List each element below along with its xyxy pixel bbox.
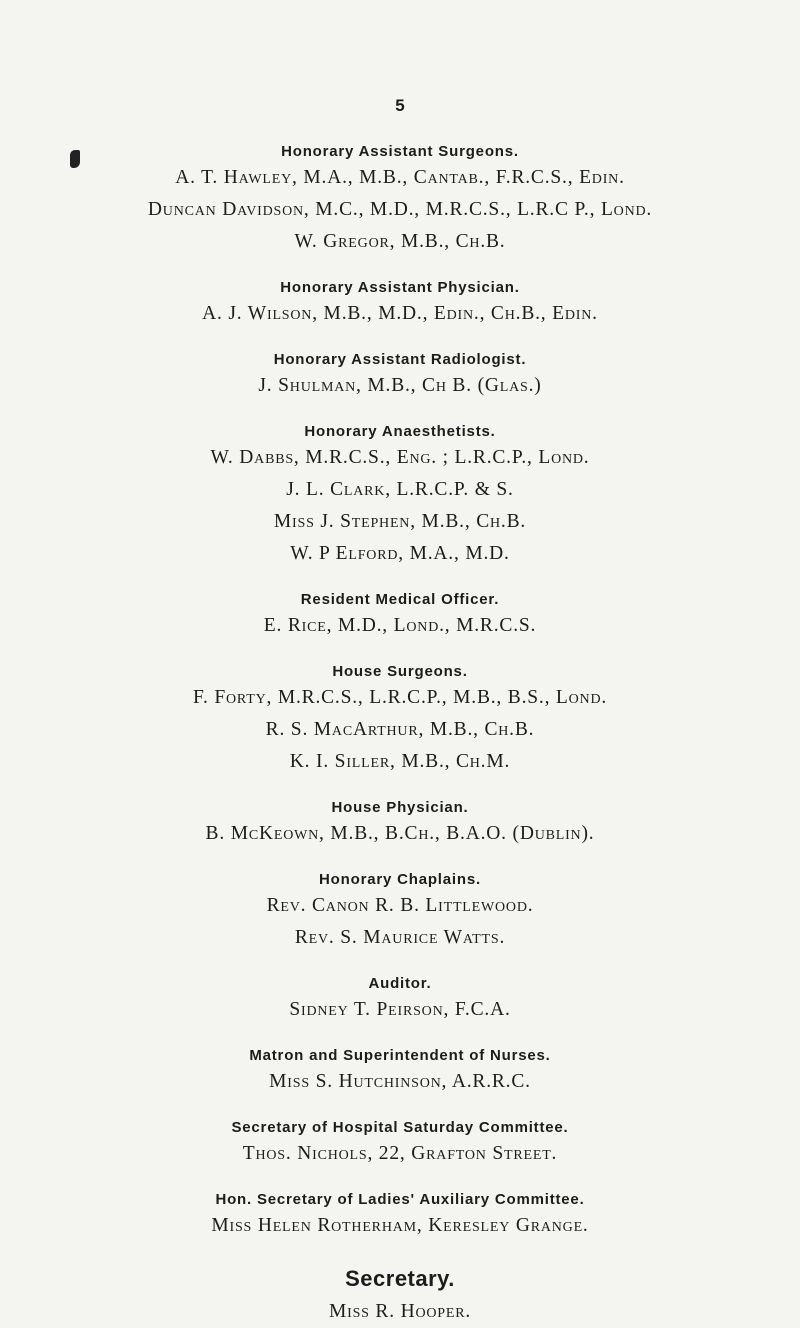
- section-honorary-assistant-surgeons: [0, 142, 800, 258]
- staff-entry: B. McKeown, M.B., B.Ch., B.A.O. (Dublin).: [205, 823, 595, 844]
- section-house-physician: [0, 798, 800, 850]
- staff-entry: A. J. Wilson, M.B., M.D., Edin., Ch.B., Edin.: [202, 303, 598, 324]
- section-honorary-assistant-physician: [0, 278, 800, 330]
- section-secretary: [0, 1262, 800, 1328]
- staff-entry: K. I. Siller, M.B., Ch.M.: [289, 751, 511, 772]
- staff-entry: F. Forty, M.R.C.S., L.R.C.P., M.B., B.S., Lond.: [192, 687, 608, 708]
- staff-entry: Thos. Nichols, 22, Grafton Street.: [242, 1143, 558, 1164]
- section-honorary-assistant-radiologist: [0, 350, 800, 402]
- section-heading: Matron and Superintendent of Nurses.: [249, 1047, 551, 1064]
- section-heading: Resident Medical Officer.: [300, 591, 500, 608]
- staff-entry: Miss Helen Rotherham, Keresley Grange.: [211, 1215, 589, 1236]
- section-house-surgeons: [0, 662, 800, 778]
- section-ladies-auxiliary-secretary: [0, 1190, 800, 1242]
- section-matron: [0, 1046, 800, 1098]
- staff-entry: W. Dabbs, M.R.C.S., Eng. ; L.R.C.P., Lond.: [210, 447, 590, 468]
- section-resident-medical-officer: [0, 590, 800, 642]
- section-saturday-committee-secretary: [0, 1118, 800, 1170]
- section-heading: Honorary Anaesthetists.: [304, 423, 496, 440]
- secretary-heading: Secretary.: [345, 1266, 455, 1291]
- staff-entry: Rev. S. Maurice Watts.: [294, 927, 506, 948]
- section-auditor: [0, 974, 800, 1026]
- page-number: 5: [395, 96, 405, 115]
- staff-entry: E. Rice, M.D., Lond., M.R.C.S.: [263, 615, 537, 636]
- section-heading: Honorary Chaplains.: [319, 871, 481, 888]
- section-heading: Honorary Assistant Surgeons.: [281, 143, 519, 160]
- section-heading: Auditor.: [368, 975, 432, 992]
- staff-entry: A. T. Hawley, M.A., M.B., Cantab., F.R.C.S., Edin.: [175, 167, 625, 188]
- staff-entry: Rev. Canon R. B. Littlewood.: [266, 895, 534, 916]
- secretary-name: Miss R. Hooper.: [328, 1301, 472, 1322]
- staff-entry: Miss S. Hutchinson, A.R.R.C.: [269, 1071, 531, 1092]
- staff-entry: Duncan Davidson, M.C., M.D., M.R.C.S., L.R.C P., Lond.: [147, 199, 653, 220]
- staff-entry: W. P Elford, M.A., M.D.: [290, 543, 510, 564]
- section-heading: House Physician.: [331, 799, 469, 816]
- staff-entry: Miss J. Stephen, M.B., Ch.B.: [273, 511, 527, 532]
- staff-entry: J. Shulman, M.B., Ch B. (Glas.): [258, 375, 542, 396]
- section-heading: Secretary of Hospital Saturday Committee.: [231, 1119, 569, 1136]
- staff-entry: W. Gregor, M.B., Ch.B.: [294, 231, 506, 252]
- section-honorary-chaplains: [0, 870, 800, 954]
- section-heading: House Surgeons.: [332, 663, 468, 680]
- section-heading: Honorary Assistant Radiologist.: [273, 351, 527, 368]
- staff-entry: R. S. MacArthur, M.B., Ch.B.: [265, 719, 535, 740]
- staff-entry: Sidney T. Peirson, F.C.A.: [289, 999, 511, 1020]
- staff-list: [0, 142, 800, 1328]
- staff-entry: J. L. Clark, L.R.C.P. & S.: [286, 479, 514, 500]
- section-heading: Hon. Secretary of Ladies' Auxiliary Committee.: [215, 1191, 585, 1208]
- section-honorary-anaesthetists: [0, 422, 800, 570]
- section-heading: Honorary Assistant Physician.: [280, 279, 520, 296]
